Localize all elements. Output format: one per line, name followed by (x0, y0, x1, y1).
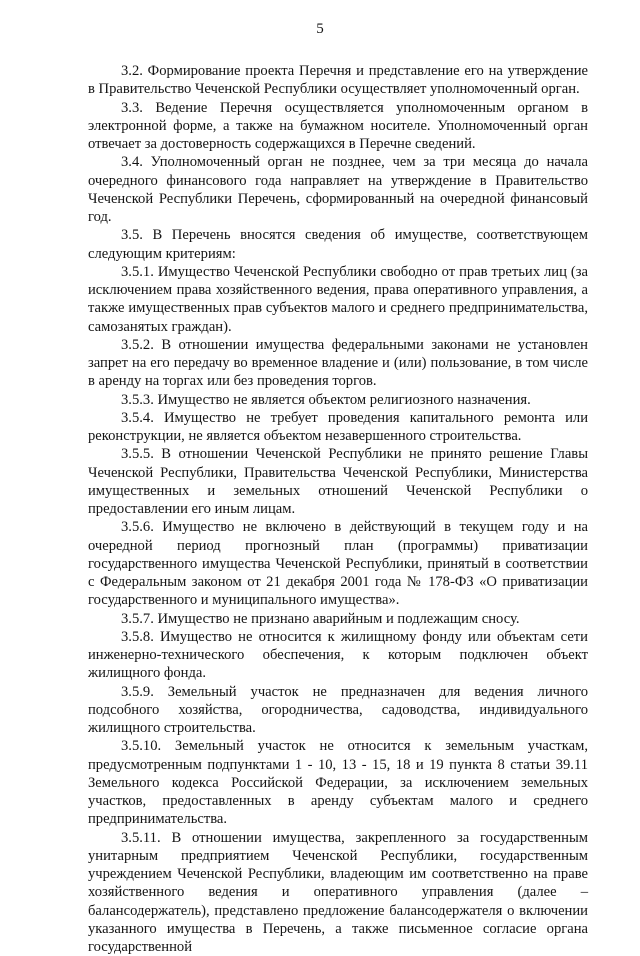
paragraph-3-5-8: 3.5.8. Имущество не относится к жилищному фонду или объектам сети инженерно-технического обеспечения, к которым подключен объект жилищного фонда. (88, 628, 588, 683)
paragraph-3-5-7: 3.5.7. Имущество не признано аварийным и подлежащим сносу. (88, 610, 588, 628)
paragraph-3-5-3: 3.5.3. Имущество не является объектом религиозного назначения. (88, 391, 588, 409)
paragraph-3-5-11: 3.5.11. В отношении имущества, закрепленного за государственным унитарным предприятием Чеченской Республики, государственным учреждением Чеченской Республики, владеющим им соответственно на праве хозяйственного ведения и оперативного управления (далее – балансодержатель), представлено предложение балансодержателя о включении указанного имущества в Перечень, а также письменное согласие органа государственной (88, 829, 588, 956)
paragraph-3-5-4: 3.5.4. Имущество не требует проведения капитального ремонта или реконструкции, не является объектом незавершенного строительства. (88, 409, 588, 446)
paragraph-3-2: 3.2. Формирование проекта Перечня и представление его на утверждение в Правительство Чеченской Республики осуществляет уполномоченный орган. (88, 62, 588, 99)
paragraph-3-5-2: 3.5.2. В отношении имущества федеральными законами не установлен запрет на его передачу во временное владение и (или) пользование, в том числе в аренду на торгах или без проведения торгов. (88, 336, 588, 391)
paragraph-3-5-5: 3.5.5. В отношении Чеченской Республики не принято решение Главы Чеченской Республики, Правительства Чеченской Республики, Министерства имущественных и земельных отношений Чеченской Республики о предоставлении его иным лицам. (88, 445, 588, 518)
paragraph-3-3: 3.3. Ведение Перечня осуществляется уполномоченным органом в электронной форме, а также на бумажном носителе. Уполномоченный орган отвечает за достоверность содержащихся в Перечне сведений. (88, 99, 588, 154)
paragraph-3-5-1: 3.5.1. Имущество Чеченской Республики свободно от прав третьих лиц (за исключением права хозяйственного ведения, права оперативного управления, а также имущественных прав субъектов малого и среднего предпринимательства, самозанятых граждан). (88, 263, 588, 336)
document-body (88, 62, 588, 956)
paragraph-3-4: 3.4. Уполномоченный орган не позднее, чем за три месяца до начала очередного финансового года направляет на утверждение в Правительство Чеченской Республики Перечень, сформированный на очередной финансовый год. (88, 153, 588, 226)
paragraph-3-5-9: 3.5.9. Земельный участок не предназначен для ведения личного подсобного хозяйства, огородничества, садоводства, индивидуального жилищного строительства. (88, 683, 588, 738)
paragraph-3-5-6: 3.5.6. Имущество не включено в действующий в текущем году и на очередной период прогнозный план (программы) приватизации государственного имущества Чеченской Республики, принятый в соответствии с Федеральным законом от 21 декабря 2001 года № 178-ФЗ «О приватизации государственного и муниципального имущества». (88, 518, 588, 609)
paragraph-3-5-10: 3.5.10. Земельный участок не относится к земельным участкам, предусмотренным подпунктами 1 - 10, 13 - 15, 18 и 19 пункта 8 статьи 39.11 Земельного кодекса Российской Федерации, за исключением земельных участков, предоставленных в аренду субъектам малого и среднего предпринимательства. (88, 737, 588, 828)
paragraph-3-5: 3.5. В Перечень вносятся сведения об имуществе, соответствующем следующим критериям: (88, 226, 588, 263)
page-number: 5 (0, 21, 640, 38)
